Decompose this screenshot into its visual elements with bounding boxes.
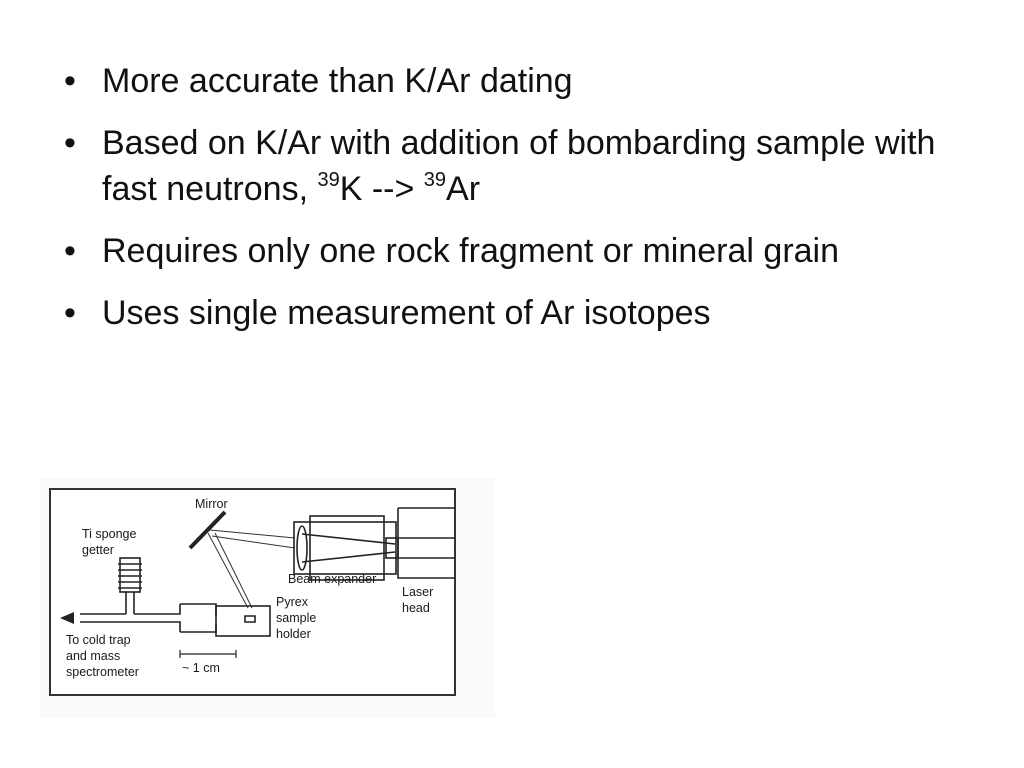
label-scale: ~ 1 cm <box>182 661 220 675</box>
bullet-text: More accurate than K/Ar dating <box>102 62 573 100</box>
label-getter: getter <box>82 543 114 557</box>
label-sample: sample <box>276 611 317 625</box>
bullet-item <box>58 228 958 274</box>
bullet-dot-icon: • <box>64 124 76 162</box>
superscript-mass-number: 39 <box>317 169 340 191</box>
label-ti-sponge: Ti sponge <box>82 527 137 541</box>
bullet-text: K --> <box>339 170 424 208</box>
label-mirror: Mirror <box>195 497 228 511</box>
label-head: head <box>402 601 430 615</box>
label-pyrex: Pyrex <box>276 595 308 609</box>
bullet-item <box>58 120 958 212</box>
laser-apparatus-diagram <box>40 478 495 718</box>
bullet-list <box>58 58 958 352</box>
bullet-item <box>58 290 958 336</box>
bullet-dot-icon: • <box>64 294 76 332</box>
label-cold-trap: To cold trap <box>66 633 131 647</box>
bullet-text: Uses single measurement of Ar isotopes <box>102 294 711 332</box>
label-laser: Laser <box>402 585 434 599</box>
superscript-mass-number: 39 <box>423 169 447 191</box>
bullet-dot-icon: • <box>64 62 76 100</box>
bullet-text: Ar <box>446 170 481 208</box>
label-holder: holder <box>276 627 311 641</box>
bullet-text: Based on K/Ar with addition of bombarding sample with fast neutrons, <box>102 124 936 208</box>
bullet-item <box>58 58 958 104</box>
label-spectrometer: spectrometer <box>66 665 139 679</box>
label-beam-expander: Beam expander <box>288 572 377 586</box>
bullet-text: Requires only one rock fragment or mineral grain <box>102 232 840 270</box>
bullet-dot-icon: • <box>64 232 76 270</box>
label-and-mass: and mass <box>66 649 121 663</box>
diagram-svg <box>40 478 495 718</box>
